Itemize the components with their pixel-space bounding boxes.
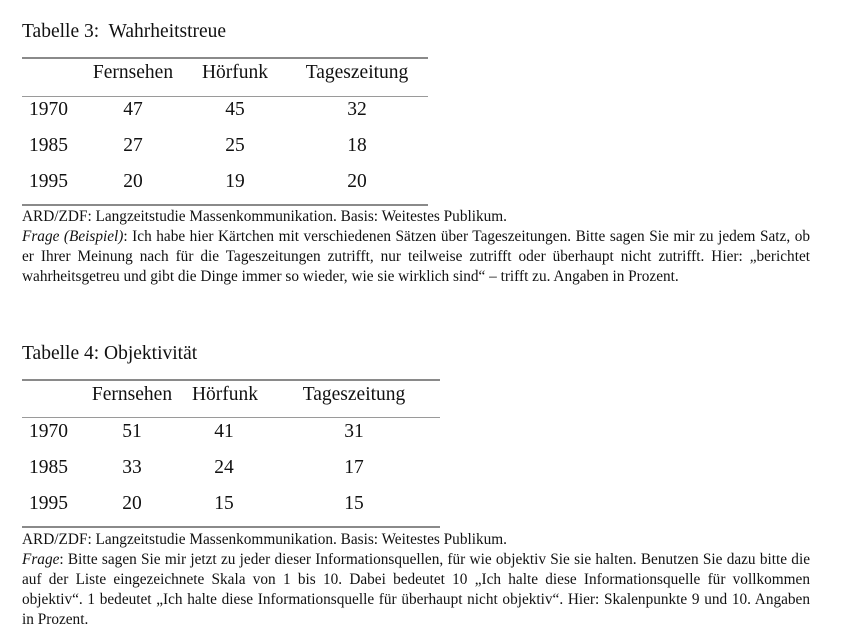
table-notes xyxy=(22,530,810,630)
column-header: Fernsehen xyxy=(92,62,174,83)
table-cell: 31 xyxy=(344,421,364,442)
row-year: 1970 xyxy=(29,99,68,120)
table-cell: 45 xyxy=(225,99,245,120)
table-cell: 20 xyxy=(122,493,142,514)
question-note xyxy=(22,227,810,287)
table-top-rule xyxy=(22,379,440,381)
table-top-rule xyxy=(22,57,428,59)
row-year: 1985 xyxy=(29,457,68,478)
table-cell: 20 xyxy=(123,171,143,192)
column-header: Fernsehen xyxy=(91,384,173,405)
column-header: Hörfunk xyxy=(201,62,269,83)
table-cell: 20 xyxy=(347,171,367,192)
table-cell: 32 xyxy=(347,99,367,120)
table-cell: 15 xyxy=(214,493,234,514)
table-bottom-rule xyxy=(22,526,440,528)
table-cell: 19 xyxy=(225,171,245,192)
question-note xyxy=(22,550,810,630)
question-text: : Ich habe hier Kärtchen mit verschiedenen Sätzen über Tageszeitungen. Bitte sagen Sie mir zu jedem Satz, ob er Ihrer Meinung nach für die Tageszeitungen zutrifft, nur teilweise zutrifft oder überhaupt nicht zutrifft. Hier: „berichtet wahrheitsgetreu und gibt die Dinge immer so wieder, wie sie wirklich sind“ – trifft zu. Angaben in Prozent. xyxy=(22,228,810,285)
question-text: : Bitte sagen Sie mir jetzt zu jeder dieser Informationsquellen, für wie objektiv Sie sie halten. Benutzen Sie dazu bitte die auf der Liste eingezeichnete Skala von 1 bis 10. Dabei bedeutet 10 „Ich halte diese Informationsquelle für vollkommen objektiv“. 1 bedeutet „Ich halte diese Informationsquelle für überhaupt nicht objektiv“. Hier: Skalenpunkte 9 und 10. Angaben in Prozent. xyxy=(22,551,810,628)
table-cell: 17 xyxy=(344,457,364,478)
table-header-rule xyxy=(22,96,428,97)
table-title: Tabelle 3: Wahrheitstreue xyxy=(22,21,227,42)
row-year: 1995 xyxy=(29,493,68,514)
table-cell: 15 xyxy=(344,493,364,514)
column-header: Hörfunk xyxy=(191,384,259,405)
table-cell: 18 xyxy=(347,135,367,156)
question-label: Frage xyxy=(22,551,60,568)
row-year: 1985 xyxy=(29,135,68,156)
row-year: 1970 xyxy=(29,421,68,442)
source-note: ARD/ZDF: Langzeitstudie Massenkommunikation. Basis: Weitestes Publikum. xyxy=(22,531,507,548)
row-year: 1995 xyxy=(29,171,68,192)
table-cell: 51 xyxy=(122,421,142,442)
column-header: Tageszeitung xyxy=(302,384,406,405)
question-label: Frage (Beispiel) xyxy=(22,228,124,245)
table-cell: 47 xyxy=(123,99,143,120)
table-header-rule xyxy=(22,417,440,418)
table-bottom-rule xyxy=(22,204,428,206)
table-cell: 33 xyxy=(122,457,142,478)
table-cell: 27 xyxy=(123,135,143,156)
column-header: Tageszeitung xyxy=(305,62,409,83)
source-note: ARD/ZDF: Langzeitstudie Massenkommunikation. Basis: Weitestes Publikum. xyxy=(22,208,507,225)
table-title: Tabelle 4: Objektivität xyxy=(22,343,198,364)
table-cell: 25 xyxy=(225,135,245,156)
table-cell: 41 xyxy=(214,421,234,442)
table-notes xyxy=(22,207,810,287)
table-cell: 24 xyxy=(214,457,234,478)
